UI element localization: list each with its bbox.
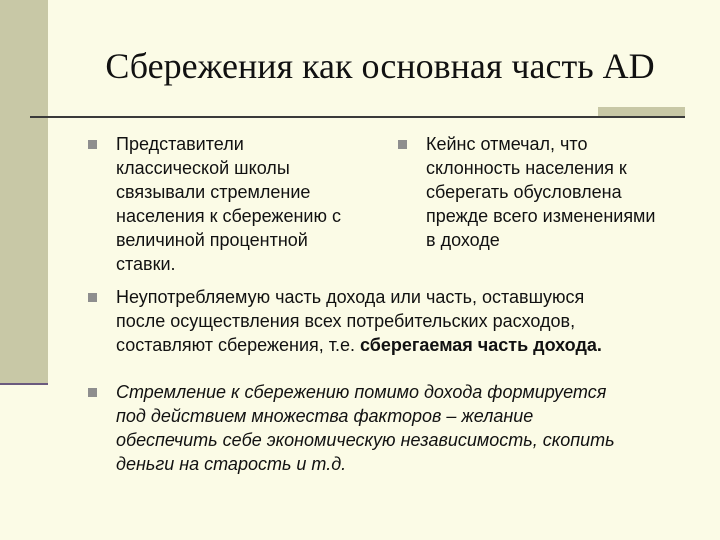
bullet-text: Представители классической школы связывали стремление населения к сбережению с величиной процентной ставки. bbox=[116, 134, 341, 274]
accent-bar-underline bbox=[0, 383, 48, 385]
bullet-keynes bbox=[398, 132, 698, 252]
title-divider bbox=[30, 116, 685, 118]
square-bullet-icon bbox=[88, 140, 97, 149]
left-accent-bar bbox=[0, 0, 48, 384]
square-bullet-icon bbox=[398, 140, 407, 149]
bullet-text: Неупотребляемую часть дохода или часть, оставшуюся после осуществления всех потребительских расходов, составляют сбережения, т.е. bbox=[116, 287, 585, 355]
bullet-text-wrapper bbox=[88, 285, 688, 357]
bullet-savings-definition bbox=[88, 285, 688, 357]
bullet-text: Кейнс отмечал, что склонность населения к сберегать обусловлена прежде всего изменениями в доходе bbox=[426, 134, 656, 250]
square-bullet-icon bbox=[88, 293, 97, 302]
slide-title: Сбережения как основная часть AD bbox=[105, 46, 655, 86]
right-accent-strip bbox=[598, 107, 685, 116]
bullet-savings-factors bbox=[88, 380, 698, 476]
bullet-text: Стремление к сбережению помимо дохода формируется под действием множества факторов – желание обеспечить себе экономическую независимость, скопить деньги на старость и т.д. bbox=[116, 382, 615, 474]
square-bullet-icon bbox=[88, 388, 97, 397]
bullet-bold-text: сберегаемая часть дохода. bbox=[360, 335, 602, 355]
bullet-classical-school bbox=[88, 132, 378, 276]
